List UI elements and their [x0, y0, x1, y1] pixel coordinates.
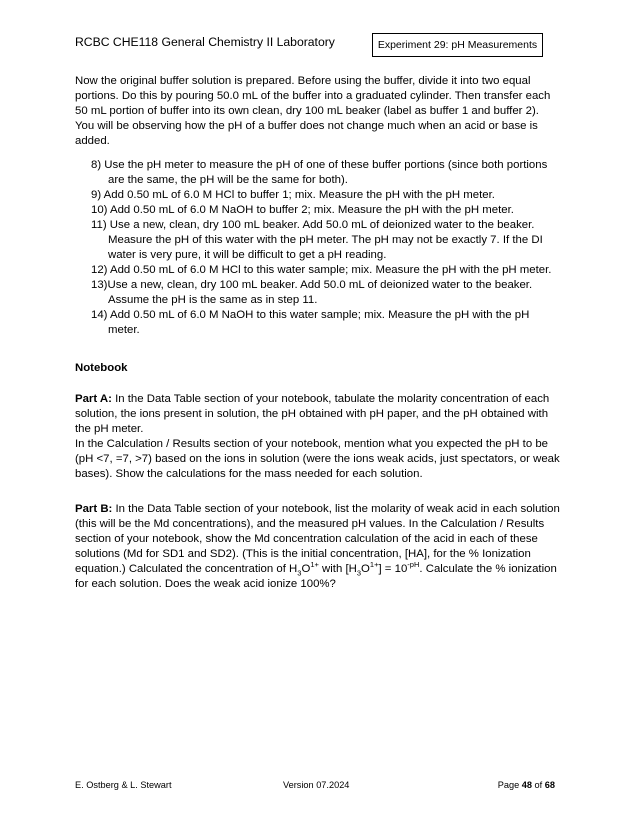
formula-h: H — [289, 563, 298, 575]
step-13: 13)Use a new, clean, dry 100 mL beaker. Add 50.0 mL of deionized water to the beaker. Assume the pH is the same as in step 11. — [91, 279, 533, 306]
formula-exponent: -pH — [407, 560, 420, 570]
page-total: 68 — [544, 780, 555, 790]
part-b-text-2: . Calculate the % ionization for each solution. Does the weak acid ionize 100%? — [75, 563, 557, 590]
page-of: of — [531, 780, 545, 790]
footer-authors: E. Ostberg & L. Stewart — [75, 780, 172, 790]
part-b-paragraph — [75, 502, 560, 592]
page-current: 48 — [521, 780, 532, 790]
footer-page-number — [498, 780, 555, 790]
formula-equals: ] = 10 — [378, 563, 408, 575]
formula-with: with [H — [318, 563, 357, 575]
part-a-label: Part A: — [75, 393, 112, 405]
step-12: 12) Add 0.50 mL of 6.0 M HCl to this water sample; mix. Measure the pH with the pH meter. — [91, 264, 552, 276]
part-a-paragraph — [75, 392, 560, 482]
formula-o2: O — [361, 563, 370, 575]
formula-sub-3b: 3 — [356, 568, 362, 578]
formula-charge-2: 1+ — [369, 560, 379, 570]
step-9: 9) Add 0.50 mL of 6.0 M HCl to buffer 1; mix. Measure the pH with the pH meter. — [91, 189, 495, 201]
step-11: 11) Use a new, clean, dry 100 mL beaker. Add 50.0 mL of deionized water to the beaker. Measure the pH of this water with the pH meter. The pH may not be exactly 7. If the DI water is very pure, it will be difficult to get a pH reading. — [91, 219, 543, 261]
part-a-text-2: In the Calculation / Results section of your notebook, mention what you expected the pH to be (pH <7, =7, >7) based on the ions in solution (were the ions weak acids, just spectators, or weak bases). Show the calculations for the mass needed for each solution. — [75, 438, 560, 480]
part-b-label: Part B: — [75, 503, 113, 515]
intro-paragraph: Now the original buffer solution is prepared. Before using the buffer, divide it into two equal portions. Do this by pouring 50.0 mL of the buffer into a graduated cylinder. Then transfer each 50 mL portion of buffer into its own clean, dry 100 mL beaker (label as buffer 1 and buffer 2). You will be observing how the pH of a buffer does not change much when an acid or base is added. — [75, 75, 551, 147]
experiment-title-box: Experiment 29: pH Measurements — [372, 33, 543, 57]
formula-o: O — [301, 563, 311, 575]
course-title: RCBC CHE118 General Chemistry II Laboratory — [75, 35, 335, 49]
notebook-heading: Notebook — [75, 362, 128, 374]
step-14: 14) Add 0.50 mL of 6.0 M NaOH to this water sample; mix. Measure the pH with the pH meter. — [91, 309, 530, 336]
part-a-text-1: In the Data Table section of your notebook, tabulate the molarity concentration of each solution, the ions present in solution, the pH obtained with pH paper, and the pH obtained with the pH meter. — [75, 393, 550, 435]
footer-version: Version 07.2024 — [283, 780, 350, 790]
formula-charge: 1+ — [310, 560, 319, 570]
step-10: 10) Add 0.50 mL of 6.0 M NaOH to buffer 2; mix. Measure the pH with the pH meter. — [91, 204, 514, 216]
step-8: 8) Use the pH meter to measure the pH of one of these buffer portions (since both portions are the same, the pH will be the same for both). — [91, 159, 548, 186]
formula-sub-3: 3 — [297, 568, 302, 578]
part-b-text-1: In the Data Table section of your notebook, list the molarity of weak acid in each solution (this will be the Md concentrations), and the measured pH values. In the Calculation / Results section of your notebook, show the Md concentration calculation of the acid in each of these solutions (Md for SD1 and SD2). (This is the initial concentration, [HA], for the % Ionization equation.) Calculated the concentration of — [75, 503, 560, 575]
page-prefix: Page — [497, 780, 522, 790]
procedure-steps — [91, 158, 561, 338]
